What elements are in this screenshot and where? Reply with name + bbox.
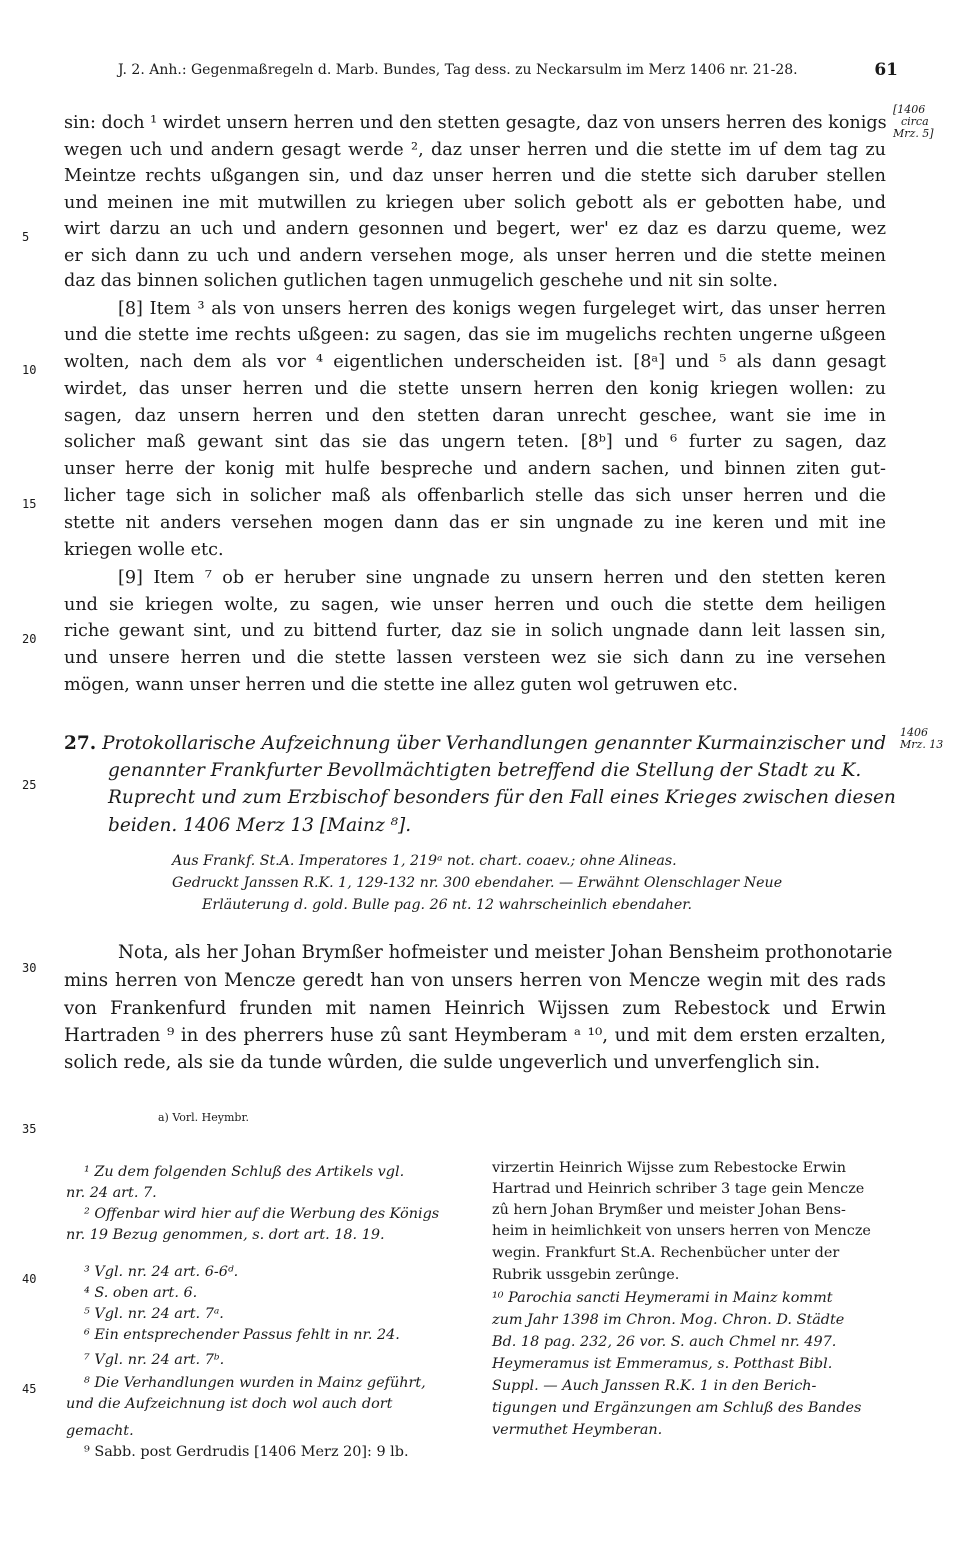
- line-number: 40: [22, 1272, 37, 1286]
- footnote-line: ⁵ Vgl. nr. 24 art. 7ᵃ.: [84, 1306, 224, 1322]
- body-line: wirdet, das unser herren und die stette unsern herren den konig kriegen wollen: zu: [64, 379, 886, 399]
- article-heading-line: [64, 730, 894, 757]
- body-line: kriegen wolle etc.: [64, 540, 224, 560]
- footnote-line: ⁷ Vgl. nr. 24 art. 7ᵇ.: [84, 1352, 225, 1368]
- body-line: wolten, nach dem als vor ⁴ eigentlichen underscheiden ist. [8ᵃ] und ⁵ als dann gesagt: [64, 352, 886, 372]
- footnote-a: a) Vorl. Heymbr.: [158, 1111, 250, 1124]
- article-text-line: Nota, als her Johan Brymßer hofmeister und meister Johan Bensheim prothonotarie: [118, 942, 893, 963]
- article-text-line: Hartraden ⁹ in des pherrers huse zû sant Heymberam ᵃ ¹⁰, und mit dem ersten erzalten,: [64, 1025, 886, 1046]
- footnote-line: zum Jahr 1398 im Chron. Mog. Chron. D. Städte: [492, 1312, 845, 1328]
- line-number: 35: [22, 1122, 37, 1136]
- body-line: und meinen ine mit mutwillen zu kriegen uber solich gebott als er gebotten habe, und: [64, 193, 886, 213]
- body-line: mögen, wann unser herren und die stette ine allez guten wol getruwen etc.: [64, 675, 739, 695]
- article-heading-line: Ruprecht und zum Erzbischof besonders für den Fall eines Krieges zwischen diesen: [108, 787, 896, 808]
- margin-note-line: Mrz. 13: [900, 738, 944, 751]
- footnote-line: tigungen und Ergänzungen am Schluß des Bandes: [492, 1400, 862, 1416]
- footnote-line: ² Offenbar wird hier auf die Werbung des Königs: [84, 1206, 440, 1222]
- body-line: licher tage sich in solicher maß als offenbarlich stelle das sich unser herren und die: [64, 486, 886, 506]
- source-note-line: Gedruckt Janssen R.K. 1, 129-132 nr. 300 ebendaher. — Erwähnt Olenschlager Neue: [172, 875, 783, 891]
- footnote-line: Suppl. — Auch Janssen R.K. 1 in den Berich-: [492, 1378, 817, 1394]
- article-heading-line: beiden. 1406 Merz 13 [Mainz ⁸].: [108, 815, 412, 836]
- body-line: [8] Item ³ als von unsers herren des konigs wegen furgeleget wirt, das unser herren: [118, 299, 886, 319]
- footnote-line: und die Aufzeichnung ist doch wol auch dort: [66, 1396, 393, 1412]
- body-line: sin: doch ¹ wirdet unsern herren und den stetten gesagte, daz von unsers herren des konigs: [64, 113, 887, 133]
- margin-note-line: circa: [901, 115, 929, 128]
- footnote-line: ⁸ Die Verhandlungen wurden in Mainz geführt,: [84, 1375, 426, 1391]
- source-note-line: Aus Frankf. St.A. Imperatores 1, 219ᵃ not. chart. coaev.; ohne Alineas.: [172, 853, 677, 869]
- line-number: 10: [22, 363, 37, 377]
- footnote-line: heim in heimlichkeit von unsers herren von Mencze: [492, 1223, 871, 1239]
- body-line: und die stette ime rechts ußgeen: zu sagen, das sie im mugelichs rechten ungerne ußgeen: [64, 325, 886, 345]
- body-line: wegen uch und andern gesagt werde ², daz unser herren und die stette im uf dem tag zu: [64, 140, 886, 160]
- footnote-line: Bd. 18 pag. 232, 26 vor. S. auch Chmel nr. 497.: [492, 1334, 837, 1350]
- body-line: solicher maß gewant sint das sie das ungern teten. [8ᵇ] und ⁶ furter zu sagen, daz: [64, 432, 886, 452]
- footnote-line: virzertin Heinrich Wijsse zum Rebestocke Erwin: [492, 1160, 847, 1176]
- margin-note-line: 1406: [900, 726, 928, 739]
- body-line: Meintze rechts ußgangen sin, und daz unser herren und die stette sich daruber stellen: [64, 166, 886, 186]
- footnote-line: ⁴ S. oben art. 6.: [84, 1285, 198, 1301]
- heading-text: Protokollarische Aufzeichnung über Verhandlungen genannter Kurmainzischer und: [102, 733, 887, 754]
- running-title: J. 2. Anh.: Gegenmaßregeln d. Marb. Bundes, Tag dess. zu Neckarsulm im Merz 1406 nr. 21-28.: [118, 62, 798, 78]
- body-line: unser herre der konig mit hulfe bespreche und andern sachen, und binnen ziten gut-: [64, 459, 886, 479]
- article-number: 27.: [64, 733, 97, 754]
- running-header: [118, 62, 898, 86]
- margin-date-note: [893, 104, 934, 140]
- body-line: und sie kriegen wolte, zu sagen, wie unser herren und ouch die stette dem heiligen: [64, 595, 886, 615]
- footnote-line: zû hern Johan Brymßer und meister Johan Bens-: [492, 1202, 846, 1218]
- line-number: 45: [22, 1382, 37, 1396]
- footnote-line: vermuthet Heymberan.: [492, 1422, 663, 1438]
- source-note-line: Erläuterung d. gold. Bulle pag. 26 nt. 12 wahrscheinlich ebendaher.: [202, 897, 692, 913]
- article-text-line: solich rede, als sie da tunde wûrden, die sulde ungeverlich und unverfenglich sin.: [64, 1052, 821, 1073]
- footnote-line: ¹ Zu dem folgenden Schluß des Artikels vgl.: [84, 1164, 405, 1180]
- footnote-line: gemacht.: [66, 1423, 134, 1439]
- footnote-line: Heymeramus ist Emmeramus, s. Potthast Bibl.: [492, 1356, 833, 1372]
- body-line: und unsere herren und die stette lassen versteen wez sie sich dann zu ine versehen: [64, 648, 886, 668]
- body-line: stette nit anders versehen mogen dann das er sin ungnade zu ine keren und mit ine: [64, 513, 886, 533]
- body-line: sagen, daz unsern herren und den stetten daran unrecht geschee, want sie ime in: [64, 406, 886, 426]
- footnote-line: Hartrad und Heinrich schriber 3 tage gein Mencze: [492, 1181, 865, 1197]
- margin-date-note: [900, 727, 943, 751]
- footnote-line: ⁹ Sabb. post Gerdrudis [1406 Merz 20]: 9 lb.: [84, 1444, 409, 1460]
- margin-note-line: [1406: [893, 103, 926, 116]
- footnote-line: nr. 19 Bezug genommen, s. dort art. 18. 19.: [66, 1227, 385, 1243]
- body-line: daz das binnen solichen gutlichen tagen unmugelich geschehe und nit sin solte.: [64, 271, 778, 291]
- footnote-line: ⁶ Ein entsprechender Passus fehlt in nr. 24.: [84, 1327, 400, 1343]
- line-number: 5: [22, 230, 30, 244]
- article-text-line: mins herren von Mencze geredt han von unsers herren von Mencze wegin mit des rads: [64, 970, 886, 991]
- line-number: 15: [22, 497, 37, 511]
- footnote-line: Rubrik ussgebin zerûnge.: [492, 1267, 680, 1283]
- article-text-line: von Frankenfurd frunden mit namen Heinrich Wijssen zum Rebestock und Erwin: [64, 998, 886, 1019]
- footnote-line: wegin. Frankfurt St.A. Rechenbücher unter der: [492, 1245, 840, 1261]
- footnote-line: ³ Vgl. nr. 24 art. 6-6ᵈ.: [84, 1264, 239, 1280]
- line-number: 25: [22, 778, 37, 792]
- line-number: 30: [22, 961, 37, 975]
- body-line: [9] Item ⁷ ob er heruber sine ungnade zu unsern herren und den stetten keren: [118, 568, 886, 588]
- article-heading-line: genannter Frankfurter Bevollmächtigten betreffend die Stellung der Stadt zu K.: [108, 760, 862, 781]
- body-line: er sich dann zu uch und andern versehen moge, als unser herren und die stette meinen: [64, 246, 886, 266]
- line-number: 20: [22, 632, 37, 646]
- body-line: riche gewant sint, und zu bittend furter, daz sie in solich ungnade dann leit lassen sin,: [64, 621, 886, 641]
- footnote-line: nr. 24 art. 7.: [66, 1185, 157, 1201]
- page-number: 61: [874, 60, 898, 80]
- body-line: wirt darzu an uch und andern gesonnen und begert, wer' ez daz es darzu queme, wez: [64, 219, 886, 239]
- footnote-line: ¹⁰ Parochia sancti Heymerami in Mainz kommt: [492, 1290, 833, 1306]
- margin-note-line: Mrz. 5]: [893, 127, 934, 140]
